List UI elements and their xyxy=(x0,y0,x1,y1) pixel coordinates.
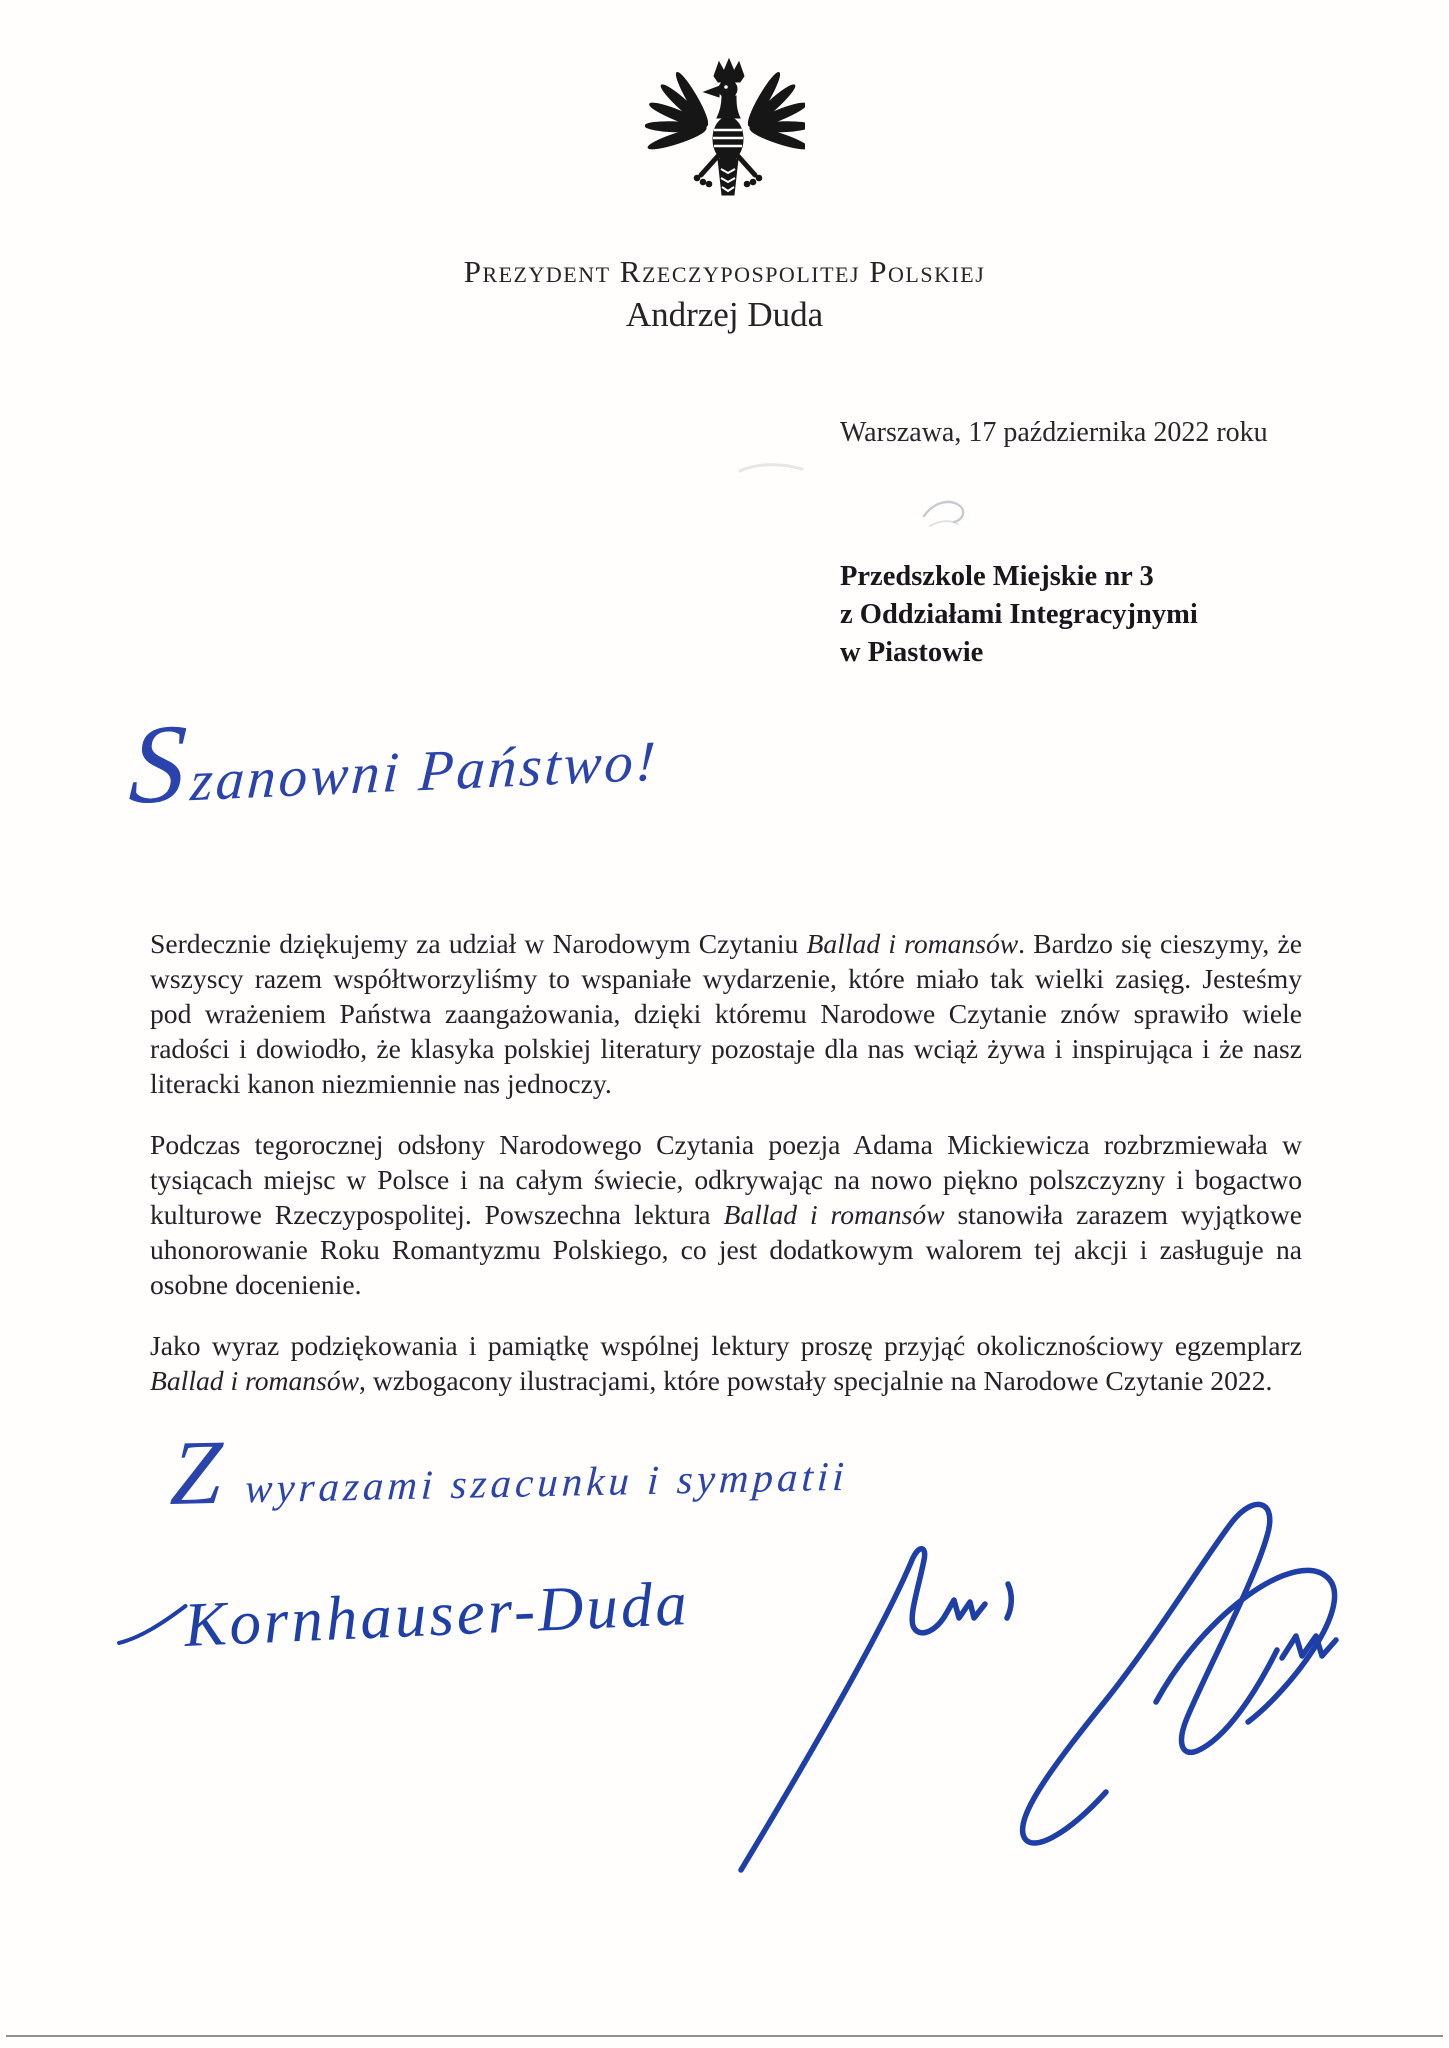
president-signature-icon xyxy=(686,1460,1410,1892)
polish-eagle-icon xyxy=(645,54,805,236)
body-paragraph: Podczas tegorocznej odsłony Narodowego Czytania poezja Adama Mickiewicza rozbrzmiewała w tysiącach miejsc w Polsce i na całym świecie, odkrywając na nowo piękno polszczyzny i bogactwo kulturowe Rzeczypospolitej. Powszechna lektura Ballad i romansów stanowiła zarazem wyjątkowe uhonorowanie Roku Romantyzmu Polskiego, co jest dodatkowym walorem tej akcji i zasługuje na osobne docenienie. xyxy=(150,1129,1302,1300)
body-paragraph: Jako wyraz podziękowania i pamiątkę wspólnej lektury proszę przyjąć okolicznościowy egzemplarz Ballad i romansów, wzbogacony ilustracjami, które powstały specjalnie na Narodowe Czytanie 2022. xyxy=(150,1330,1302,1396)
addressee-line-1: Przedszkole Miejskie nr 3 xyxy=(840,561,1154,592)
office-title: Prezydent Rzeczypospolitej Polskiej xyxy=(463,254,986,289)
polish-eagle-emblem xyxy=(645,54,805,236)
body-paragraph: Serdecznie dziękujemy za udział w Narodowym Czytaniu Ballad i romansów. Bardzo się cieszymy, że wszyscy razem współtworzyliśmy to wspaniałe wydarzenie, które miało tak wielki zasięg. Jesteśmy pod wrażeniem Państwa zaangażowania, dzięki któremu Narodowe Czytanie znów sprawiło wiele radości i dowiodło, że klasyka polskiej literatury pozostaje dla nas wciąż żywa i inspirująca i że nasz literacki kanon niezmiennie nas jednoczy. xyxy=(150,928,1302,1099)
president-name: Andrzej Duda xyxy=(625,295,824,334)
scan-edge-line xyxy=(6,2035,1443,2037)
handwritten-closing: Z wyrazami szacunku i sympatii xyxy=(168,1420,850,1524)
handwritten-greeting: Szanowni Państwo! xyxy=(126,700,660,828)
addressee-line-3: w Piastowie xyxy=(840,637,984,668)
addressee-block xyxy=(840,558,1198,672)
pencil-smudge xyxy=(736,455,806,479)
first-lady-signature-text: Kornhauser-Duda xyxy=(182,1568,692,1661)
dateline: Warszawa, 17 października 2022 roku xyxy=(840,417,1268,448)
signature-swash-icon xyxy=(115,1602,191,1649)
letter-body xyxy=(150,926,1302,1398)
addressee-line-2: z Oddziałami Integracyjnymi xyxy=(840,599,1198,630)
pencil-mark xyxy=(918,478,970,530)
first-lady-signature xyxy=(115,1567,691,1665)
